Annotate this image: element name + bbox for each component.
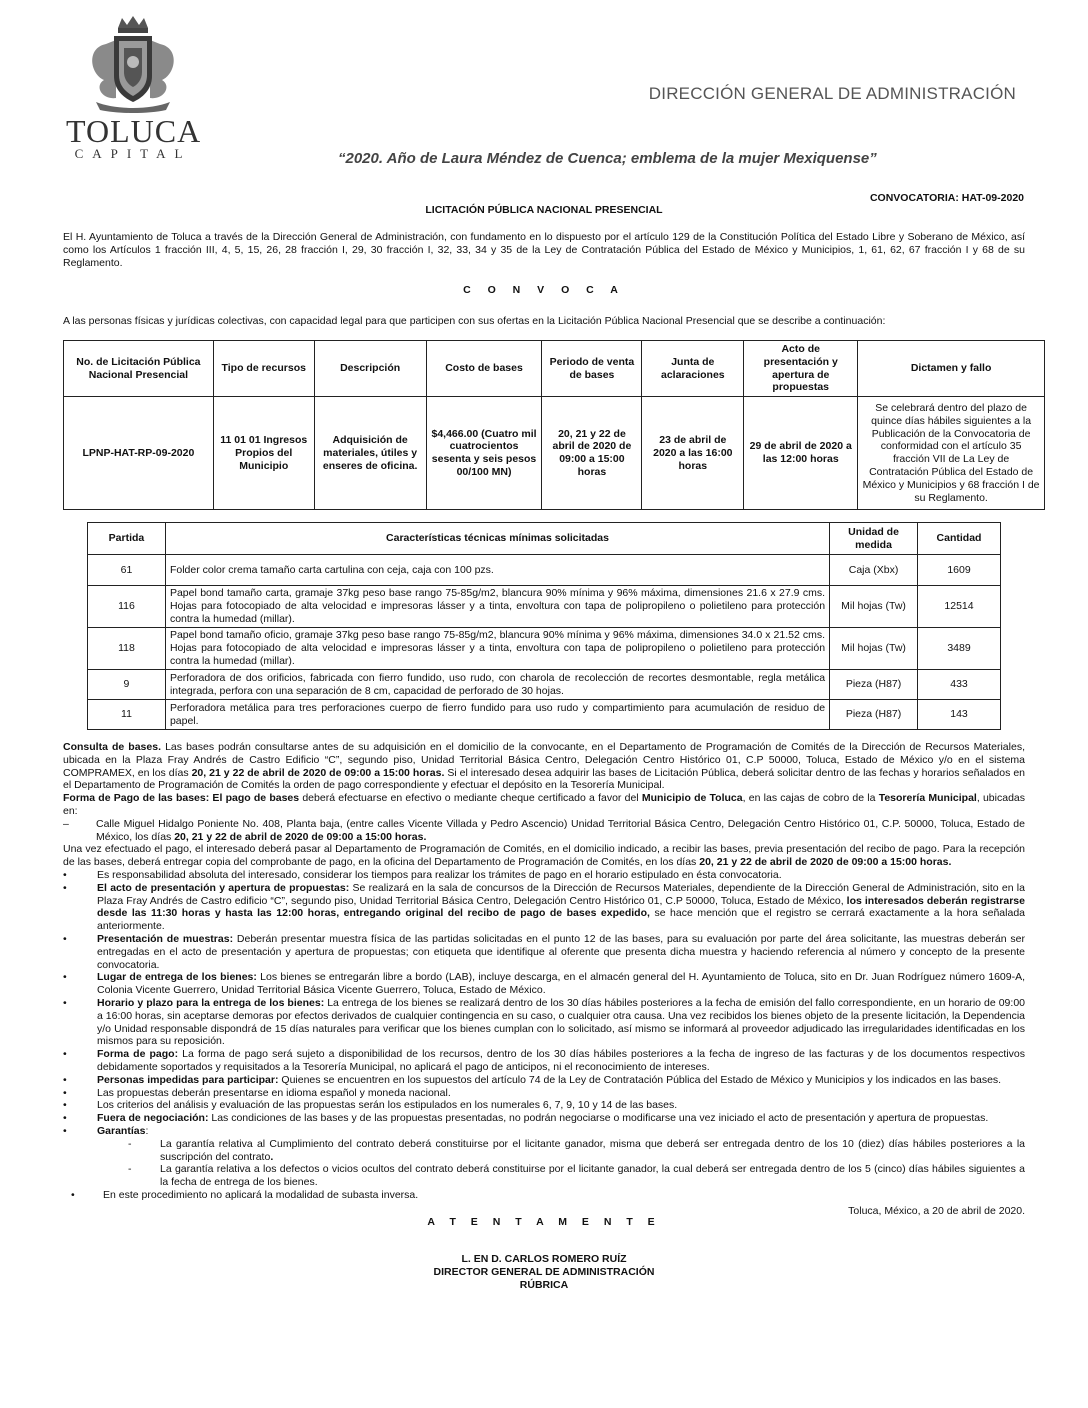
department-title: DIRECCIÓN GENERAL DE ADMINISTRACIÓN [648,84,1016,103]
table-cell: 433 [918,670,1001,700]
table-cell: 3489 [918,628,1001,670]
table-cell: 23 de abril de 2020 a las 16:00 horas [642,397,744,510]
table-cell: Caja (Xbx) [830,555,918,586]
guarantee-item [63,1163,1025,1189]
bullet-marker: • [63,1112,67,1125]
bullet-label: El acto de presentación y apertura de propuestas: [97,881,350,894]
pago-municipio: Municipio de Toluca [641,792,743,805]
bullet-marker: • [63,971,67,984]
items-header-row [88,523,1001,555]
pago-tesoreria: Tesorería Municipal [878,792,977,805]
table-cell: 29 de abril de 2020 a las 12:00 horas [744,397,858,510]
bullet-text: Deberán presentar muestra física de las partidas solicitadas en el punto 12 de las bases, para su evaluación por parte del área solicitante, las muestras deberán ser entregadas en el acto de presentación y apertura de propuestas; con etiqueta que identifique al oferente que presenta dicha muestra y haciendo referencia al número y concepto de la presente convocatoria. [97,932,1026,971]
bullet-label: Horario y plazo para la entrega de los bienes: [97,996,325,1009]
convocatoria-number: CONVOCATORIA: HAT-09-2020 [869,192,1024,204]
header-cell: Dictamen y fallo [858,341,1045,397]
bullet-marker: • [63,1073,67,1086]
bullet-text: Los bienes se entregarán libre a bordo (LAB), incluye descarga, en el almacén general del H. Ayuntamiento de Toluca, sito en Dr. Juan Rodríguez número 1609-A, Colonia Vicente Guerrero, Unidad Territorial Básica Vicente Guerrero, Toluca, Estado de México. [97,971,1026,997]
list-item [63,1112,1025,1125]
pago-address-dates: 20, 21 y 22 de abril de 2020 de 09:00 a 15:00 horas. [174,830,427,843]
rubrica: RÚBRICA [519,1278,569,1291]
convoca-heading: C O N V O C A [463,284,625,296]
table-cell: LPNP-HAT-RP-09-2020 [64,397,214,510]
table-cell: 11 [88,700,166,730]
recepcion-text: Una vez efectuado el pago, el interesado deberá pasar al Departamento de Programación de Comités, en el domicilio indicado, a recibir las bases, previa presentación del recibo de pago. Para la recepción de las bases, deberá entregar copia del comprobante de pago, en la oficina del Departamento de Programación de Comités, en los días [63,843,1025,869]
list-item [63,1189,1025,1202]
header-cell: Tipo de recursos [213,341,314,397]
bullet-label: Garantías [97,1124,146,1137]
bullet-marker: • [63,996,67,1009]
tender-row [64,397,1045,510]
pago-paragraph [63,792,1025,818]
table-cell: Mil hojas (Tw) [830,628,918,670]
header-cell: Unidad de medida [830,523,918,555]
table-cell: 12514 [918,586,1001,628]
table-cell: 20, 21 y 22 de abril de 2020 de 09:00 a 15:00 horas [542,397,642,510]
table-cell: Perforadora de dos orificios, fabricada con fierro fundido, uso rudo, con charola de recolección de recortes desmontable, regla metálica integrada, perfora con una separación de 8 cm, capacidad de perforado de 30 hojas. [165,670,829,700]
pago-text: , ubicadas en: [63,792,1025,817]
header-cell: Descripción [314,341,426,397]
signer-position: DIRECTOR GENERAL DE ADMINISTRACIÓN [433,1266,655,1279]
bullet-label: Forma de pago: [97,1048,179,1061]
bullet-marker: • [63,932,67,945]
table-cell: Pieza (H87) [830,670,918,700]
header-cell: Costo de bases [426,341,542,397]
bullet-text: La forma de pago será sujeto a disponibilidad de los recursos, dentro de los 30 días hábiles posteriores a la fecha de ingreso de las facturas y de los documentos respectivos debidamente soportados y requisitados a la Tesorería Municipal, no aplicará el pago de anticipos, ni el reconocimiento de intereses. [97,1048,1025,1073]
lead-paragraph: A las personas físicas y jurídicas colectivas, con capacidad legal para que participen con sus ofertas en la Licitación Pública Nacional Presencial que se describe a continuación: [63,315,886,327]
bullet-marker: • [63,1086,67,1099]
guarantee-text-end: . [270,1150,274,1163]
list-item [63,997,1025,1048]
dash-marker: – [63,817,69,830]
table-cell: 11 01 01 Ingresos Propios del Municipio [213,397,314,510]
header-cell: Cantidad [918,523,1001,555]
list-item [63,971,1025,997]
consulta-dates: 20, 21 y 22 de abril de 2020 de 09:00 a 15:00 horas. [191,766,445,779]
bullet-label: Personas impedidas para participar: [97,1073,279,1086]
table-cell: 61 [88,555,166,586]
list-item [63,882,1025,933]
bullet-text: : [145,1124,149,1137]
guarantee-text: La garantía relativa a los defectos o vicios ocultos del contrato deberá constituirse por el licitante ganador, la cual deberá ser entregada dentro de los 5 (cinco) días hábiles siguientes a la fecha de entrega de los bienes. [160,1163,1025,1189]
bullet-marker: • [63,881,67,894]
consulta-label: Consulta de bases. [63,741,161,753]
pago-label: Forma de Pago de las bases: El pago de bases [63,792,300,805]
table-cell: Papel bond tamaño carta, gramaje 37kg peso base rango 75-85g/m2, blancura 90% mínima y 96% máxima, dimensiones 21.6 x 27.9 cms. Hojas para fotocopiado de alta velocidad e impresoras lásser y a tinta, envoltura con tapa de polipropileno o polietileno para protección contra la humedad (millar). [165,586,829,628]
document-title: LICITACIÓN PÚBLICA NACIONAL PRESENCIAL [425,204,663,216]
header-cell: No. de Licitación Pública Nacional Presencial [64,341,214,397]
signer-name: L. EN D. CARLOS ROMERO RUÍZ [461,1253,627,1266]
bullet-marker: • [63,1099,67,1112]
bullet-text: Es responsabilidad absoluta del interesado, considerar los tiempos para realizar los trámites de pago en el horario estipulado en ésta convocatoria. [97,868,782,881]
bullet-text: La entrega de los bienes se realizará dentro de los 30 días hábiles posteriores a la fecha de emisión del fallo correspondiente, en un horario de 09:00 a 16:00 horas, sin aceptarse demoras por efectos derivados de cualquier contingencia en su caso, o cualquier otra causa. Una vez recibidos los bienes objeto de la presente licitación, la Dependencia y/o Unidad responsable dispondrá de 15 días naturales para verificar que los bienes cumplan con lo solicitado, así mismo se informará al proveedor adjudicado las irregularidades identificadas en los mismos para su reposición. [97,996,1025,1048]
items-table [87,522,1001,730]
table-cell: 1609 [918,555,1001,586]
bullet-label: Lugar de entrega de los bienes: [97,971,257,984]
table-cell: 9 [88,670,166,700]
bullet-text: Los criterios del análisis y evaluación de las propuestas serán los estipulados en los numerales 6, 7, 9, 10 y 14 de las bases. [97,1099,678,1112]
crest-icon [66,14,200,114]
place-date: Toluca, México, a 20 de abril de 2020. [848,1204,1025,1217]
bullet-marker: • [71,1188,75,1201]
table-row [88,555,1001,586]
list-item [63,933,1025,971]
motto: “2020. Año de Laura Méndez de Cuenca; emblema de la mujer Mexiquense” [338,150,877,167]
header-cell: Características técnicas mínimas solicitadas [165,523,829,555]
tender-header-row [64,341,1045,397]
logo-name: TOLUCA [66,113,202,149]
header-cell: Junta de aclaraciones [642,341,744,397]
table-cell: Se celebrará dentro del plazo de quince días hábiles siguientes a la Publicación de la Convocatoria de conformidad con el artículo 35 fracción VII de La Ley de Contratación Pública del Estado de México y Municipios y 68 fracción I de su Reglamento. [858,397,1045,510]
table-cell: Folder color crema tamaño carta cartulina con ceja, caja con 100 pzs. [165,555,829,586]
consulta-paragraph [63,741,1025,792]
table-cell: Mil hojas (Tw) [830,586,918,628]
bullet-text: se hace mención que el registro se cerrará exactamente a la hora señalada anteriormente. [97,907,1025,933]
bullet-text: Se realizará en la sala de concursos de la Dirección de Recursos Materiales, dependiente de la Dirección General de Administración, sito en la Plaza Fray Andrés de Castro edificio “C”, segundo piso, Unidad Territorial Básica Centro, Delegación Centro Histórico 01, C.P 50000, Toluca, Estado de México, [97,881,1025,907]
logo-sub: CAPITAL [74,146,192,161]
table-cell: $4,466.00 (Cuatro mil cuatrocientos sesenta y seis pesos 00/100 MN) [426,397,542,510]
list-item [63,1099,1025,1112]
header-cell: Partida [88,523,166,555]
tender-table [63,340,1045,510]
bullet-label: Fuera de negociación: [97,1112,209,1125]
list-item [63,1048,1025,1074]
header-cell: Acto de presentación y apertura de propuestas [744,341,858,397]
conditions-section [63,741,1025,1292]
list-item [63,1087,1025,1100]
table-row [88,586,1001,628]
pago-text: , en las cajas de cobro de la [742,792,879,805]
table-row [88,670,1001,700]
toluca-logo [66,14,200,162]
table-cell: 143 [918,700,1001,730]
pago-address: Calle Miguel Hidalgo Poniente No. 408, Planta baja, (entre calles Vicente Villada y Pedro Ascencio) Unidad Territorial Básica Centro, Delegación Centro Histórico 01, C.P. 50000, Toluca, Estado de México, los días [96,817,1025,843]
consulta-text: Si el interesado desea adquirir las bases de Licitación Pública, deberá solicitar dentro de las fechas y horarios señalados en el Departamento de Programación de Comités la orden de pago correspondiente y efectuar el depósito en la Tesorería Municipal. [63,766,1026,792]
bullet-bold-text: los interesados deberán registrarse desde las 11:30 horas y hasta las 12:00 horas, entregando original del recibo de pago de bases expedido, [97,894,1025,920]
table-cell: Adquisición de materiales, útiles y enseres de oficina. [314,397,426,510]
bullet-text: Las propuestas deberán presentarse en idioma español y moneda nacional. [97,1086,451,1099]
bullet-marker: • [63,1048,67,1061]
guarantee-text: La garantía relativa al Cumplimiento del contrato deberá constituirse por el licitante ganador, misma que deberá ser entregada dentro de los 10 (diez) días hábiles posteriores a la suscripción del contrato [160,1137,1025,1163]
list-item [63,1074,1025,1087]
guarantee-item [63,1138,1025,1164]
pago-address-item [63,818,1025,844]
recepcion-paragraph [63,843,1025,869]
consulta-text: Las bases podrán consultarse antes de su adquisición en el domicilio de la convocante, en el Departamento de Programación de Comités de la Dirección de Recursos Materiales, ubicada en la Plaza Fray Andrés de Castro Edificio “C”, segundo piso, Unidad Territorial Básica Centro, Delegación Centro Histórico 01, C.P 50000, Toluca, Estado de México y/o en el sistema COMPRAMEX, en los días [63,741,1025,779]
table-cell: Perforadora metálica para tres perforaciones cuerpo de fierro fundido para uso rudo y compartimiento para acumulación de residuo de papel. [165,700,829,730]
bullet-text: Las condiciones de las bases y de las propuestas presentadas, no podrán negociarse o modificarse una vez iniciado el acto de presentación y apertura de propuestas. [208,1112,989,1125]
bullet-marker: • [63,1124,67,1137]
pago-text: deberá efectuarse en efectivo o mediante cheque certificado a favor del [299,792,642,805]
recepcion-dates: 20, 21 y 22 de abril de 2020 de 09:00 a 15:00 horas. [699,856,952,869]
table-cell: Pieza (H87) [830,700,918,730]
bullet-marker: • [63,868,67,881]
intro-paragraph: El H. Ayuntamiento de Toluca a través de la Dirección General de Administración, con fundamento en lo dispuesto por el artículo 129 de la Constitución Política del Estado Libre y Soberano de México, así como los Artículos 1 fracción III, 4, 5, 15, 26, 28 fracción I, 29, 30 fracción I, 32, 33, 34 y 35 de la Ley de Contratación Pública del Estado de México y Municipios, 1, 61, 62, 67 fracción I y 68 de su Reglamento. [63,231,1025,269]
sub-marker: - [128,1163,132,1176]
table-row [88,628,1001,670]
table-cell: 116 [88,586,166,628]
atentamente: A T E N T A M E N T E [427,1216,661,1229]
table-cell: Papel bond tamaño oficio, gramaje 37kg peso base rango 75-85g/m2, blancura 90% mínima y 96% máxima, dimensiones 34.0 x 21.52 cms. Hojas para fotocopiado de alta velocidad e impresoras lásser y a tinta, envoltura con tapa de polipropileno o polietileno para protección contra la humedad (millar). [165,628,829,670]
bullet-text: En este procedimiento no aplicará la modalidad de subasta inversa. [103,1188,419,1201]
list-item [63,1125,1025,1138]
list-item [63,869,1025,882]
sub-marker: - [128,1137,132,1150]
bullet-text: Quienes se encuentren en los supuestos del artículo 74 de la Ley de Contratación Pública del Estado de México y Municipios y los indicados en las bases. [278,1073,1002,1086]
header-cell: Periodo de venta de bases [542,341,642,397]
bullet-label: Presentación de muestras: [97,932,234,945]
table-row [88,700,1001,730]
table-cell: 118 [88,628,166,670]
